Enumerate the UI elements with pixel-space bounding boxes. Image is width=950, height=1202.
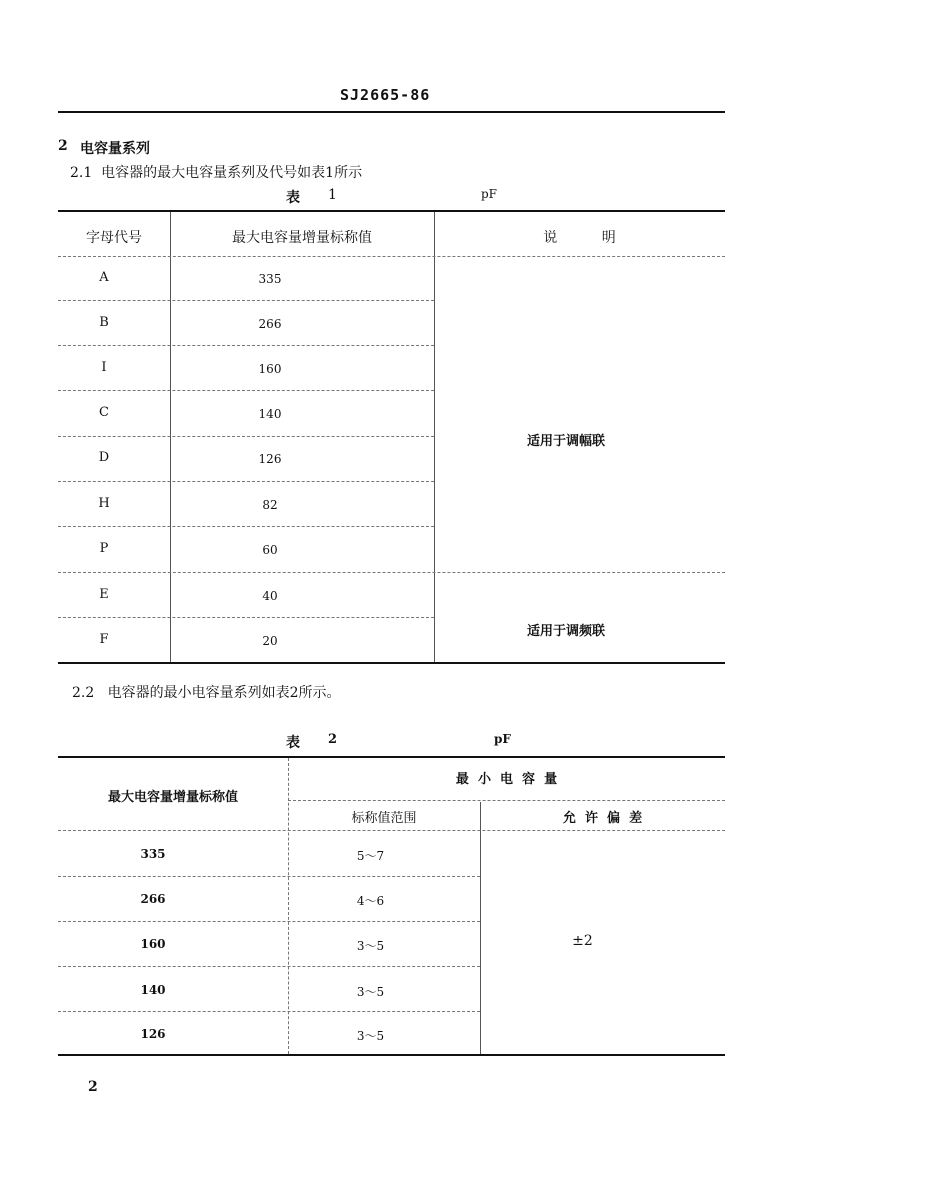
table2-caption-label: 表 [286,735,300,751]
page-number: 2 [88,1079,98,1095]
table1-unit: pF [481,187,498,201]
subsection-2-2: 2.2 电容器的最小电容量系列如表2所示。 [72,685,341,701]
table2-value: 140 [140,983,166,997]
table1-row-rule [58,345,434,346]
table1-row-rule [58,526,434,527]
table1-row-rule [58,572,725,573]
table2-group-rule [288,800,725,801]
table2-header-group: 最 小 电 容 量 [455,772,558,787]
table2-value: 335 [140,847,166,861]
table1-top-rule [58,210,725,212]
table1-row-rule [58,617,434,618]
table2-row-rule [58,1011,480,1012]
table1-value: 60 [262,543,278,557]
table2-header-rule [58,830,725,831]
table2-row-rule [58,966,480,967]
section-heading: 电容量系列 [80,141,150,157]
table1-code: I [101,360,107,375]
table2-header-tolerance: 允 许 偏 差 [562,811,643,826]
table1-row-rule [58,481,434,482]
table1-code: H [98,496,110,511]
table1-code: B [99,315,109,330]
table1-code: A [99,270,109,285]
table2-range: 3～5 [356,985,385,999]
table2-caption-num: 2 [328,732,338,747]
subsection-2-1: 2.1 电容器的最大电容量系列及代号如表1所示 [70,165,363,181]
table2-range: 3～5 [356,939,385,953]
table1-value: 82 [262,498,278,512]
table1-row-rule [58,300,434,301]
table1-header-value: 最大电容量增量标称值 [232,230,372,246]
table1-row-rule [58,436,434,437]
table1-value: 126 [258,452,282,466]
table1-code: P [99,541,109,556]
table1-caption-num: 1 [328,187,337,203]
table1-value: 160 [258,362,282,376]
table1-header-note: 说 明 [543,230,616,246]
table1-code: E [99,587,109,602]
section-number: 2 [58,138,68,154]
table2-tolerance: ±2 [572,933,593,949]
table2-row-rule [58,876,480,877]
table2-header-left: 最大电容量增量标称值 [107,790,238,805]
table2-value: 266 [140,892,166,906]
table1-note-am: 适用于调幅联 [526,434,605,449]
table1-value: 266 [258,317,282,331]
table2-top-rule [58,756,725,758]
table2-row-rule [58,921,480,922]
table1-header-rule [58,256,725,257]
table1-note-fm: 适用于调频联 [526,624,605,639]
table2-unit: pF [494,732,511,746]
table1-value: 20 [262,634,278,648]
table1-bottom-rule [58,662,725,664]
header-rule [58,111,725,113]
table1-code: C [99,405,109,420]
table1-code: D [98,450,110,465]
table2-col-divider-2 [480,802,481,1054]
table1-caption-label: 表 [286,190,300,206]
table1-value: 40 [262,589,278,603]
table2-range: 4～6 [356,894,385,908]
table2-range: 5～7 [356,849,385,863]
table1-value: 335 [258,272,282,286]
table2-value: 160 [140,937,166,951]
table1-row-rule [58,390,434,391]
table2-header-range: 标称值范围 [351,811,417,826]
doc-code: SJ2665-86 [340,86,431,104]
table1-code: F [99,632,109,647]
table2-bottom-rule [58,1054,725,1056]
table1-value: 140 [258,407,282,421]
table2-value: 126 [140,1027,166,1041]
table1-header-code: 字母代号 [86,230,142,246]
table2-range: 3～5 [356,1029,385,1043]
